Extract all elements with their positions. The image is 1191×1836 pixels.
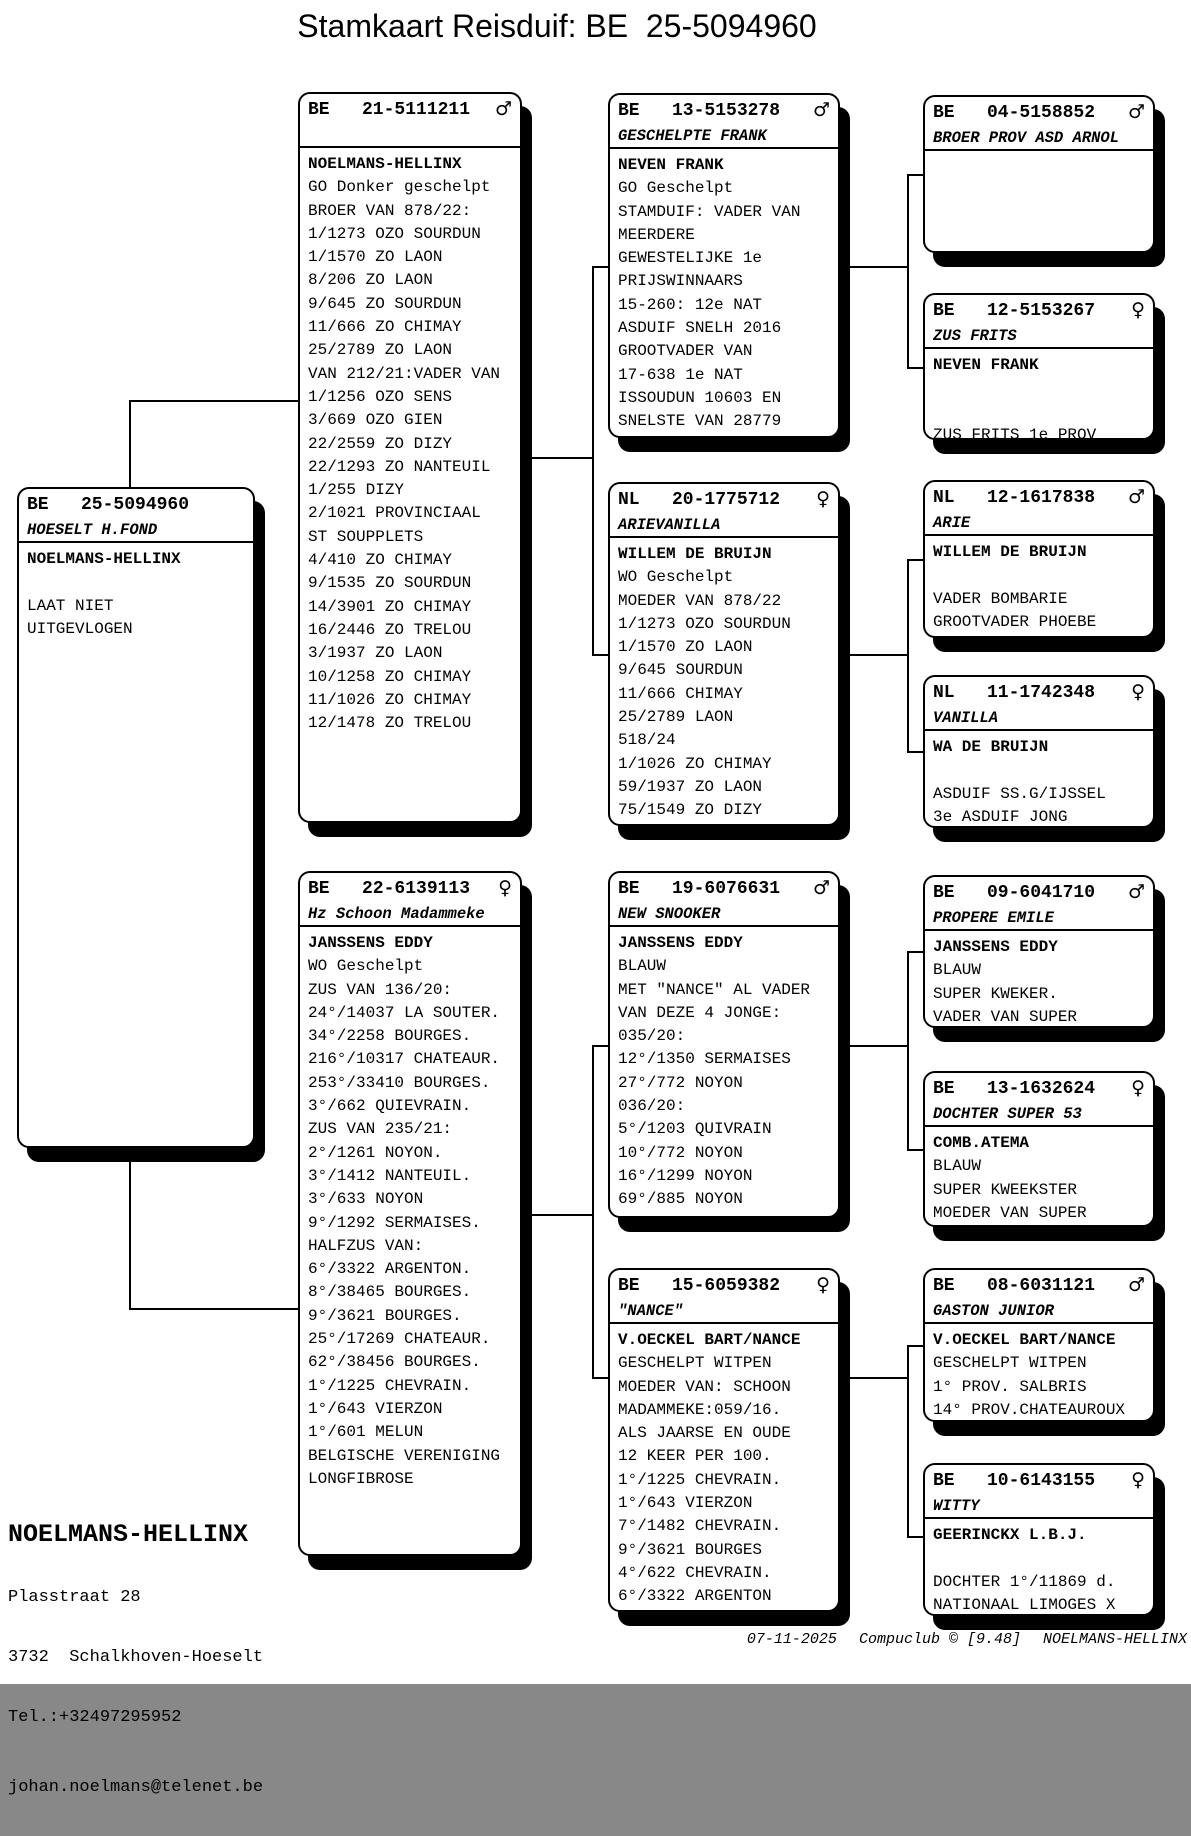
box-body (925, 1519, 1153, 1619)
loft-phone: Tel.:+32497295952 (8, 1708, 182, 1727)
pedigree-line: GESCHELPT WITPEN (618, 1354, 772, 1373)
ring-number: NL 12-1617838 (933, 488, 1096, 508)
pedigree-line: MET "NANCE" AL VADER (618, 980, 811, 999)
pedigree-line: 035/20: (618, 1027, 686, 1046)
footer-program: Compuclub © [9.48] (858, 1631, 1021, 1648)
pedigree-connector (840, 654, 907, 656)
female-icon: ♀ (1131, 681, 1145, 703)
pedigree-line: 17-638 1e NAT (618, 365, 743, 384)
pedigree-line: 22/2559 ZO DIZY (308, 434, 453, 453)
box-subtitle: GASTON JUNIOR (933, 1302, 1054, 1320)
pedigree-line: 3/1937 ZO LAON (308, 644, 443, 663)
pedigree-line: 34°/2258 BOURGES. (308, 1027, 472, 1046)
pedigree-line: 25/2789 ZO LAON (308, 341, 453, 360)
box-header (300, 873, 520, 905)
pedigree-line: MOEDER VAN 878/22 (618, 591, 782, 610)
pedigree-line: 11/666 ZO CHIMAY (308, 318, 462, 337)
pedigree-line: 1°/643 VIERZON (308, 1399, 443, 1418)
ring-number: BE 25-5094960 (27, 495, 190, 515)
pigeon-box-great-grandmother-4 (923, 1463, 1155, 1616)
ring-number: BE 21-5111211 (308, 100, 471, 120)
pedigree-line: 5°/1203 QUIVRAIN (618, 1120, 772, 1139)
pedigree-line: 59/1937 ZO LAON (618, 777, 763, 796)
pedigree-connector (129, 1148, 131, 1310)
pedigree-line: ISSOUDUN 10603 EN (618, 388, 782, 407)
box-body (925, 151, 1153, 181)
pedigree-connector (907, 174, 909, 369)
ring-number: BE 08-6031121 (933, 1276, 1096, 1296)
ring-number: BE 04-5158852 (933, 103, 1096, 123)
box-header (610, 95, 838, 127)
pedigree-line: 10/1258 ZO CHIMAY (308, 667, 472, 686)
pedigree-line: 3/669 OZO GIEN (308, 411, 443, 430)
pedigree-connector (522, 457, 592, 459)
pedigree-line: SUPER KWEKER. (933, 984, 1058, 1003)
pedigree-line: MADAMMEKE:059/16. (618, 1400, 782, 1419)
ring-number: BE 13-5153278 (618, 101, 781, 121)
pedigree-connector (907, 951, 909, 1151)
box-body (925, 731, 1153, 831)
box-body (610, 149, 838, 436)
pedigree-line: GESCHELPT WITPEN (933, 1354, 1087, 1373)
owner-name: NOELMANS-HELLINX (27, 550, 181, 568)
pedigree-line: 6°/3322 ARGENTON. (308, 1260, 472, 1279)
owner-name: COMB.ATEMA (933, 1134, 1030, 1152)
pedigree-line: 1/1570 ZO LAON (618, 638, 753, 657)
ring-number: NL 20-1775712 (618, 490, 781, 510)
pedigree-line (933, 1549, 1149, 1572)
female-icon: ♀ (1131, 299, 1145, 321)
pedigree-line: 14/3901 ZO CHIMAY (308, 597, 472, 616)
box-header (300, 94, 520, 126)
pedigree-line: GEWESTELIJKE 1e (618, 249, 763, 268)
pedigree-line: GO Geschelpt (618, 179, 734, 198)
pedigree-line: 518/24 (618, 731, 676, 750)
pedigree-line: 6°/3322 ARGENTON (618, 1587, 772, 1606)
owner-name: JANSSENS EDDY (618, 934, 743, 952)
pedigree-line: BLAUW (618, 957, 667, 976)
pedigree-line: VAN 212/21:VADER VAN (308, 364, 501, 383)
box-body (610, 538, 838, 825)
pedigree-line: 9/645 ZO SOURDUN (308, 294, 462, 313)
footer-date: 07-11-2025 (746, 1631, 837, 1648)
pedigree-line: 3°/633 NOYON (308, 1190, 424, 1209)
pedigree-line: 10°/772 NOYON (618, 1143, 743, 1162)
box-subtitle: VANILLA (933, 709, 999, 727)
pigeon-box-paternal-grandmother (608, 482, 840, 826)
pedigree-line: VAN DEZE 4 JONGE: (618, 1003, 782, 1022)
pedigree-connector (907, 1149, 923, 1151)
owner-name: JANSSENS EDDY (933, 938, 1058, 956)
box-subtitle: PROPERE EMILE (933, 909, 1054, 927)
pedigree-line: MOEDER VAN SUPER (933, 1203, 1087, 1222)
pedigree-line: 1°/601 MELUN (308, 1423, 424, 1442)
pigeon-box-paternal-grandfather (608, 93, 840, 438)
female-icon: ♀ (1131, 1077, 1145, 1099)
box-subtitle: ARIE (933, 514, 971, 532)
owner-name: WA DE BRUIJN (933, 738, 1049, 756)
pedigree-line: 9/645 SOURDUN (618, 661, 743, 680)
pedigree-line: 8°/38465 BOURGES. (308, 1283, 472, 1302)
pigeon-box-mother (298, 871, 522, 1556)
box-body (925, 1127, 1153, 1227)
box-subtitle: DOCHTER SUPER 53 (933, 1105, 1082, 1123)
pedigree-connector (592, 1377, 608, 1379)
pigeon-box-great-grandmother-1 (923, 293, 1155, 444)
box-body (610, 927, 838, 1214)
box-body (925, 931, 1153, 1031)
box-header (610, 1270, 838, 1302)
pedigree-line: 2/1021 PROVINCIAAL (308, 504, 481, 523)
box-header (925, 1073, 1153, 1105)
pedigree-line: SUPER KWEEKSTER (933, 1180, 1078, 1199)
pedigree-line: ZUS VAN 235/21: (308, 1120, 453, 1139)
pedigree-connector (907, 1536, 923, 1538)
pedigree-line (933, 403, 1149, 426)
pedigree-line: 25°/17269 CHATEAUR. (308, 1330, 491, 1349)
pedigree-line: VADER BOMBARIE (933, 589, 1068, 608)
pedigree-line: HALFZUS VAN: (308, 1236, 424, 1255)
pedigree-line: 1°/1225 CHEVRAIN. (308, 1376, 472, 1395)
loft-name: NOELMANS-HELLINX (8, 1520, 249, 1549)
pigeon-box-great-grandmother-3 (923, 1071, 1155, 1227)
pedigree-line: PRIJSWINNAARS (618, 272, 743, 291)
box-subtitle: WITTY (933, 1497, 980, 1515)
pedigree-line: MEERDERE (618, 225, 695, 244)
pedigree-line: 9°/3621 BOURGES (618, 1540, 763, 1559)
pedigree-connector (907, 1345, 923, 1347)
pedigree-line: ZUS VAN 136/20: (308, 980, 453, 999)
pigeon-box-great-grandfather-2 (923, 480, 1155, 638)
box-header (19, 489, 253, 521)
pedigree-line: MOEDER VAN: SCHOON (618, 1377, 791, 1396)
box-body (925, 536, 1153, 636)
male-icon: ♂ (1127, 1274, 1145, 1296)
loft-city: 3732 Schalkhoven-Hoeselt (8, 1648, 264, 1667)
pedigree-line: 27°/772 NOYON (618, 1073, 743, 1092)
pedigree-line: WO Geschelpt (308, 957, 424, 976)
box-subtitle: NEW SNOOKER (618, 905, 721, 923)
pedigree-line: LAAT NIET (27, 596, 114, 615)
male-icon: ♂ (812, 99, 830, 121)
pedigree-line: 12°/1350 SERMAISES (618, 1050, 791, 1069)
owner-name: NEVEN FRANK (618, 156, 724, 174)
female-icon: ♀ (816, 1274, 830, 1296)
owner-name: WILLEM DE BRUIJN (618, 545, 772, 563)
owner-name: V.OECKEL BART/NANCE (618, 1331, 801, 1349)
pedigree-line: 69°/885 NOYON (618, 1190, 743, 1209)
pedigree-line: 253°/33410 BOURGES. (308, 1073, 491, 1092)
pedigree-line: 15-260: 12e NAT (618, 295, 763, 314)
pedigree-line: 9°/3621 BOURGES. (308, 1306, 462, 1325)
pedigree-line: 1/1256 OZO SENS (308, 387, 453, 406)
pedigree-connector (840, 1045, 907, 1047)
ring-number: BE 13-1632624 (933, 1079, 1096, 1099)
pedigree-connector (907, 1345, 909, 1538)
pedigree-connector (592, 1045, 608, 1047)
pedigree-line: 1/1026 ZO CHIMAY (618, 754, 772, 773)
pedigree-connector (907, 751, 923, 753)
pedigree-line: 16°/1299 NOYON (618, 1166, 753, 1185)
pedigree-line: VADER VAN SUPER (933, 1007, 1078, 1026)
pedigree-line: 216°/10317 CHATEAUR. (308, 1050, 501, 1069)
pedigree-connector (907, 367, 923, 369)
pedigree-line: NATIONAAL LIMOGES X (933, 1595, 1116, 1614)
male-icon: ♂ (812, 877, 830, 899)
pigeon-box-maternal-grandmother (608, 1268, 840, 1612)
pedigree-line: SNELSTE VAN 28779 (618, 412, 782, 431)
pedigree-line (27, 573, 249, 596)
pedigree-line: DOCHTER 1°/11869 d. (933, 1572, 1116, 1591)
footer-loft: NOELMANS-HELLINX (1042, 1631, 1187, 1648)
pedigree-line: ALS JAARSE EN OUDE (618, 1424, 791, 1443)
box-header (925, 295, 1153, 327)
box-subtitle: GESCHELPTE FRANK (618, 127, 767, 145)
pigeon-box-great-grandfather-4 (923, 1268, 1155, 1422)
pedigree-connector (129, 400, 131, 489)
pedigree-line: 3°/662 QUIEVRAIN. (308, 1097, 472, 1116)
ring-number: BE 09-6041710 (933, 883, 1096, 903)
owner-name: V.OECKEL BART/NANCE (933, 1331, 1116, 1349)
pedigree-connector (840, 266, 907, 268)
pedigree-line (933, 761, 1149, 784)
pedigree-line: 3°/1412 NANTEUIL. (308, 1166, 472, 1185)
pigeon-box-subject-bird (17, 487, 255, 1148)
loft-street: Plasstraat 28 (8, 1588, 141, 1607)
pedigree-line: 1°/1225 CHEVRAIN. (618, 1470, 782, 1489)
male-icon: ♂ (1127, 101, 1145, 123)
pedigree-line: 1/1273 OZO SOURDUN (618, 614, 791, 633)
pigeon-box-great-grandfather-3 (923, 875, 1155, 1028)
pedigree-connector (592, 654, 608, 656)
box-subtitle: ARIEVANILLA (618, 516, 721, 534)
pigeon-box-father (298, 92, 522, 823)
owner-name: NEVEN FRANK (933, 356, 1039, 374)
box-subtitle: BROER PROV ASD ARNOL (933, 129, 1120, 147)
pigeon-box-great-grandfather-1 (923, 95, 1155, 253)
pedigree-line: 1°/643 VIERZON (618, 1494, 753, 1513)
pedigree-line: BELGISCHE VERENIGING (308, 1446, 501, 1465)
pedigree-line (933, 379, 1149, 402)
footer (747, 1631, 1187, 1648)
pedigree-line: 036/20: (618, 1097, 686, 1116)
box-header (925, 482, 1153, 514)
pedigree-line: ASDUIF SS.G/IJSSEL (933, 784, 1106, 803)
pedigree-line: 25/2789 LAON (618, 708, 734, 727)
pedigree-connector (907, 559, 923, 561)
owner-name (933, 158, 1149, 181)
pedigree-line: 9°/1292 SERMAISES. (308, 1213, 481, 1232)
pedigree-line: ST SOUPPLETS (308, 527, 424, 546)
box-header (925, 877, 1153, 909)
box-header (610, 873, 838, 905)
pedigree-line: 14° PROV.CHATEAUROUX (933, 1400, 1126, 1419)
box-header (925, 677, 1153, 709)
pedigree-line: 62°/38456 BOURGES. (308, 1353, 481, 1372)
pedigree-connector (129, 1308, 298, 1310)
box-subtitle: ZUS FRITS (933, 327, 1017, 345)
pedigree-line: ZUS FRITS 1e PROV (933, 425, 1097, 444)
pedigree-line: 24°/14037 LA SOUTER. (308, 1003, 501, 1022)
male-icon: ♂ (494, 98, 512, 120)
box-body (925, 349, 1153, 449)
pedigree-line: 4/410 ZO CHIMAY (308, 551, 453, 570)
pedigree-line: 11/666 CHIMAY (618, 684, 743, 703)
pedigree-line: 3e ASDUIF JONG (933, 807, 1068, 826)
pedigree-connector (522, 1214, 592, 1216)
box-header (610, 484, 838, 516)
pedigree-line: 8/206 ZO LAON (308, 271, 433, 290)
pedigree-line: 2°/1261 NOYON. (308, 1143, 443, 1162)
box-subtitle: HOESELT H.FOND (27, 521, 158, 539)
female-icon: ♀ (1131, 1469, 1145, 1491)
box-body (19, 543, 253, 643)
pedigree-line: STAMDUIF: VADER VAN (618, 202, 801, 221)
owner-name: GEERINCKX L.B.J. (933, 1526, 1087, 1544)
pedigree-line: BLAUW (933, 961, 982, 980)
page-title: Stamkaart Reisduif: BE 25-5094960 (297, 8, 817, 44)
pedigree-line (933, 566, 1149, 589)
pedigree-line: WO Geschelpt (618, 568, 734, 587)
pedigree-line: 9/1535 ZO SOURDUN (308, 574, 472, 593)
pedigree-line: 1° PROV. SALBRIS (933, 1377, 1087, 1396)
pedigree-line: 1/1273 OZO SOURDUN (308, 224, 481, 243)
pedigree-connector (129, 400, 298, 402)
pedigree-connector (592, 266, 608, 268)
pedigree-connector (907, 559, 909, 753)
box-header (925, 1465, 1153, 1497)
ring-number: BE 10-6143155 (933, 1471, 1096, 1491)
loft-address-block (8, 1484, 263, 1836)
ring-number: BE 22-6139113 (308, 879, 471, 899)
box-body (300, 148, 520, 737)
pedigree-connector (840, 1377, 907, 1379)
owner-name: NOELMANS-HELLINX (308, 155, 462, 173)
pedigree-connector (907, 951, 923, 953)
pedigree-line: ASDUIF SNELH 2016 (618, 319, 782, 338)
box-subtitle: "NANCE" (618, 1302, 684, 1320)
owner-name: WILLEM DE BRUIJN (933, 543, 1087, 561)
pedigree-line: 11/1026 ZO CHIMAY (308, 690, 472, 709)
pedigree-line: GROOTVADER PHOEBE (933, 612, 1097, 631)
pigeon-box-maternal-grandfather (608, 871, 840, 1218)
pedigree-line: 75/1549 ZO DIZY (618, 801, 763, 820)
female-icon: ♀ (816, 488, 830, 510)
box-body (300, 927, 520, 1493)
pedigree-line: 16/2446 ZO TRELOU (308, 620, 472, 639)
pedigree-line: 1/1570 ZO LAON (308, 248, 443, 267)
box-subtitle (300, 126, 520, 146)
box-body (610, 1324, 838, 1611)
pedigree-line: GO Donker geschelpt (308, 178, 491, 197)
pedigree-line: 12 KEER PER 100. (618, 1447, 772, 1466)
female-icon: ♀ (498, 877, 512, 899)
pedigree-line: 1/255 DIZY (308, 481, 405, 500)
loft-email: johan.noelmans@telenet.be (8, 1778, 264, 1797)
pedigree-line: 22/1293 ZO NANTEUIL (308, 457, 491, 476)
pedigree-line: UITGEVLOGEN (27, 619, 133, 638)
owner-name: JANSSENS EDDY (308, 934, 433, 952)
box-body (925, 1324, 1153, 1424)
box-subtitle: Hz Schoon Madammeke (308, 905, 485, 923)
ring-number: BE 15-6059382 (618, 1276, 781, 1296)
male-icon: ♂ (1127, 486, 1145, 508)
pedigree-connector (592, 1045, 594, 1379)
pedigree-line: BROER VAN 878/22: (308, 201, 472, 220)
pedigree-line: 12/1478 ZO TRELOU (308, 714, 472, 733)
pedigree-line: LONGFIBROSE (308, 1469, 414, 1488)
pedigree-line: BLAUW (933, 1157, 982, 1176)
pigeon-box-great-grandmother-2 (923, 675, 1155, 828)
pedigree-line: 4°/622 CHEVRAIN. (618, 1563, 772, 1582)
pedigree-line: 7°/1482 CHEVRAIN. (618, 1517, 782, 1536)
ring-number: NL 11-1742348 (933, 683, 1096, 703)
ring-number: BE 19-6076631 (618, 879, 781, 899)
box-header (925, 1270, 1153, 1302)
pedigree-connector (907, 174, 923, 176)
pedigree-line: GROOTVADER VAN (618, 342, 753, 361)
male-icon: ♂ (1127, 881, 1145, 903)
pedigree-connector (592, 266, 594, 656)
ring-number: BE 12-5153267 (933, 301, 1096, 321)
box-header (925, 97, 1153, 129)
